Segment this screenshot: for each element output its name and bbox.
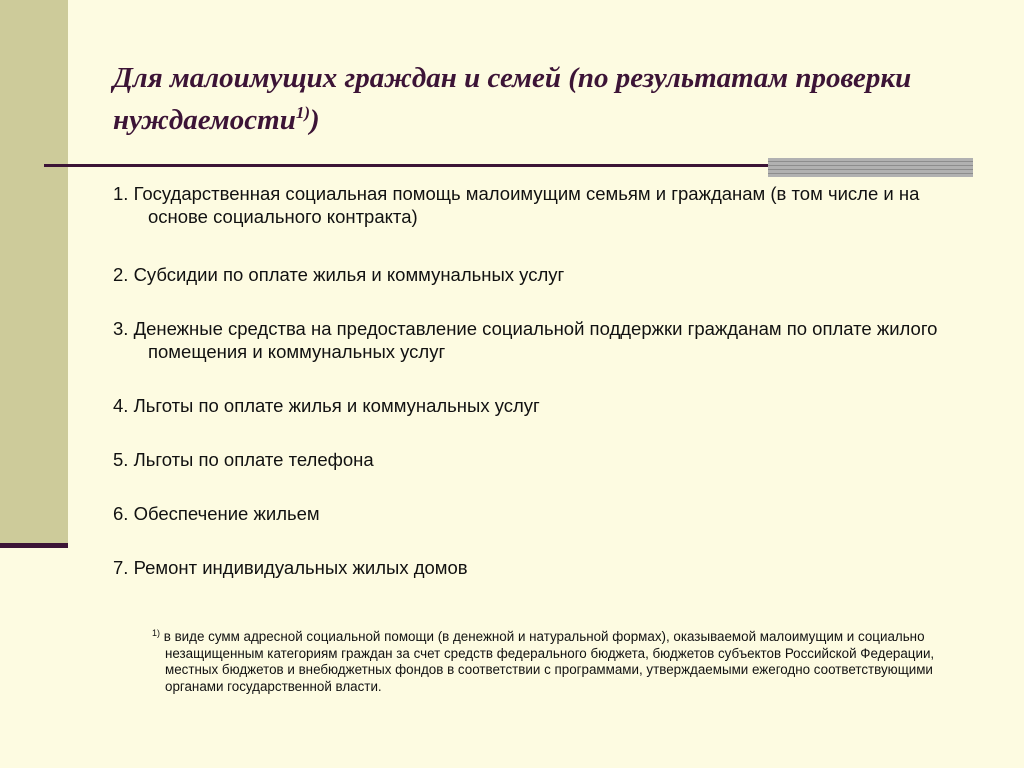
title-divider-line: [44, 164, 770, 167]
footnote-text: в виде сумм адресной социальной помощи (в денежной и натуральной формах), оказываемой малоимущим и социально незащищенным категориям граждан за счет средств федерального бюджета, бюджетов субъектов Российской Федерации, местных бюджетов и внебюджетных фондов в соответствии с программами, утверждаемыми ежегодно соответствующими органами государственной власти.: [160, 629, 935, 694]
left-accent-band: [0, 0, 68, 544]
list-item: 5. Льготы по оплате телефона: [113, 449, 374, 470]
footnote: [152, 629, 955, 695]
benefit-list: [113, 182, 973, 579]
slide-title-tail: ): [310, 104, 320, 136]
list-item: 7. Ремонт индивидуальных жилых домов: [113, 557, 468, 578]
slide-title: [113, 57, 973, 141]
list-item: 4. Льготы по оплате жилья и коммунальных услуг: [113, 395, 540, 416]
slide-title-text: Для малоимущих граждан и семей (по результатам проверки нуждаемости: [113, 62, 912, 136]
left-band-divider: [0, 543, 68, 548]
footnote-marker: 1): [152, 628, 161, 638]
list-item: 3. Денежные средства на предоставление социальной поддержки гражданам по оплате жилого помещения и коммунальных услуг: [113, 318, 938, 362]
list-item: 1. Государственная социальная помощь малоимущим семьям и гражданам (в том числе и на основе социального контракта): [113, 183, 920, 227]
title-gray-bar: [768, 158, 973, 177]
list-item: 6. Обеспечение жильем: [113, 503, 320, 524]
title-footnote-marker: 1): [295, 103, 310, 122]
list-item: 2. Субсидии по оплате жилья и коммунальных услуг: [113, 264, 565, 285]
